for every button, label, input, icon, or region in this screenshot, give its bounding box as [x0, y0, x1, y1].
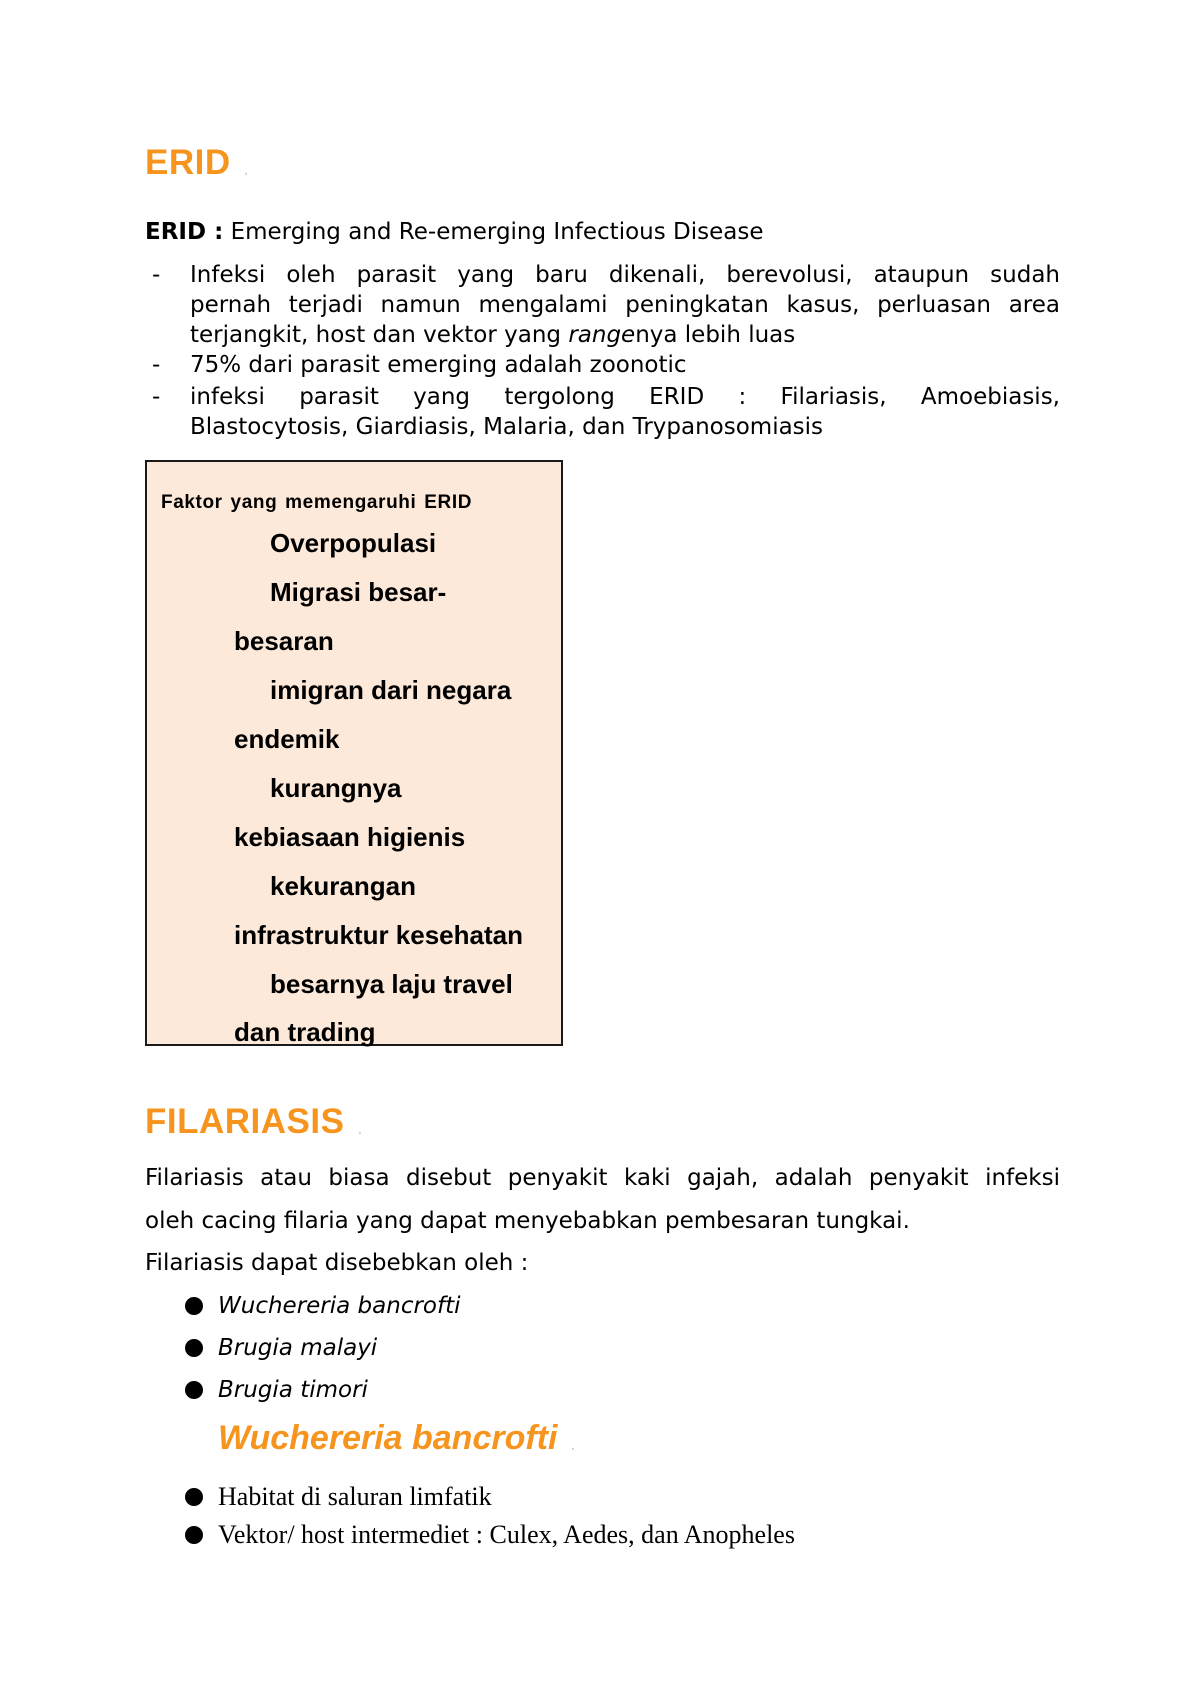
factor-line: Migrasi besar-	[270, 577, 447, 607]
cause-item: Wuchereria bancrofti	[218, 1293, 461, 1319]
bullet	[185, 1381, 203, 1399]
erid-heading-text: ERID	[145, 143, 231, 182]
erid-point-2-line-1: 75% dari parasit emerging adalah zoonotic	[190, 352, 687, 378]
factor-line: imigran dari negara	[270, 675, 512, 705]
point-1-italic-range: range	[568, 322, 636, 348]
bullet	[185, 1339, 203, 1357]
filariasis-para-line-2: oleh cacing filaria yang dapat menyebabkan pembesaran tungkai.	[145, 1208, 910, 1234]
erid-point-3-line-1: infeksi parasit yang tergolong ERID : Filariasis, Amoebiasis,	[190, 384, 1060, 410]
wuchereria-heading-text: Wuchereria bancrofti	[218, 1419, 558, 1457]
erid-point-1-line-2: pernah terjadi namun mengalami peningkatan kasus, perluasan area	[190, 292, 1060, 318]
filariasis-heading-text: FILARIASIS	[145, 1102, 345, 1141]
heading-mark: ,	[244, 166, 248, 177]
point-1-text-a: terjangkit, host dan vektor yang	[190, 322, 569, 348]
point-1-text-b: nya lebih luas	[635, 322, 796, 348]
filariasis-para-line-1: Filariasis atau biasa disebut penyakit kaki gajah, adalah penyakit infeksi	[145, 1165, 1060, 1191]
fact-item: Vektor/ host intermediet : Culex, Aedes, dan Anopheles	[218, 1520, 795, 1549]
factor-line: kebiasaan higienis	[234, 822, 466, 852]
erid-definition-text: Emerging and Re-emerging Infectious Disease	[230, 219, 764, 245]
erid-point-1-line-3	[190, 320, 795, 350]
erid-heading	[145, 143, 248, 183]
erid-definition	[145, 217, 764, 247]
dash-marker: -	[152, 352, 161, 378]
erid-point-3-line-2: Blastocytosis, Giardiasis, Malaria, dan Trypanosomiasis	[190, 414, 824, 440]
factor-line: kekurangan	[270, 871, 416, 901]
bullet	[185, 1488, 203, 1506]
factor-line: Overpopulasi	[270, 528, 437, 558]
factor-box	[145, 460, 563, 1046]
factor-line: infrastruktur kesehatan	[234, 920, 523, 950]
bullet	[185, 1526, 203, 1544]
fact-item: Habitat di saluran limfatik	[218, 1482, 492, 1511]
cause-item: Brugia malayi	[218, 1335, 378, 1361]
filariasis-cause-intro: Filariasis dapat disebebkan oleh :	[145, 1250, 529, 1276]
factor-line: dan trading	[234, 1017, 376, 1047]
dash-marker: -	[152, 262, 161, 288]
cause-item: Brugia timori	[218, 1377, 368, 1403]
erid-definition-label: ERID :	[145, 219, 224, 245]
wuchereria-heading	[218, 1419, 574, 1458]
factor-line: besarnya laju travel	[270, 969, 513, 999]
factor-line: kurangnya	[270, 773, 402, 803]
erid-point-1-line-1: Infeksi oleh parasit yang baru dikenali, berevolusi, ataupun sudah	[190, 262, 1060, 288]
factor-line: endemik	[234, 724, 340, 754]
filariasis-heading	[145, 1102, 362, 1142]
dash-marker: -	[152, 384, 161, 410]
heading-mark: ,	[358, 1125, 362, 1136]
bullet	[185, 1297, 203, 1315]
factor-box-title: Faktor yang memengaruhi ERID	[161, 492, 473, 513]
factor-line: besaran	[234, 626, 334, 656]
heading-mark: ,	[571, 1441, 575, 1452]
